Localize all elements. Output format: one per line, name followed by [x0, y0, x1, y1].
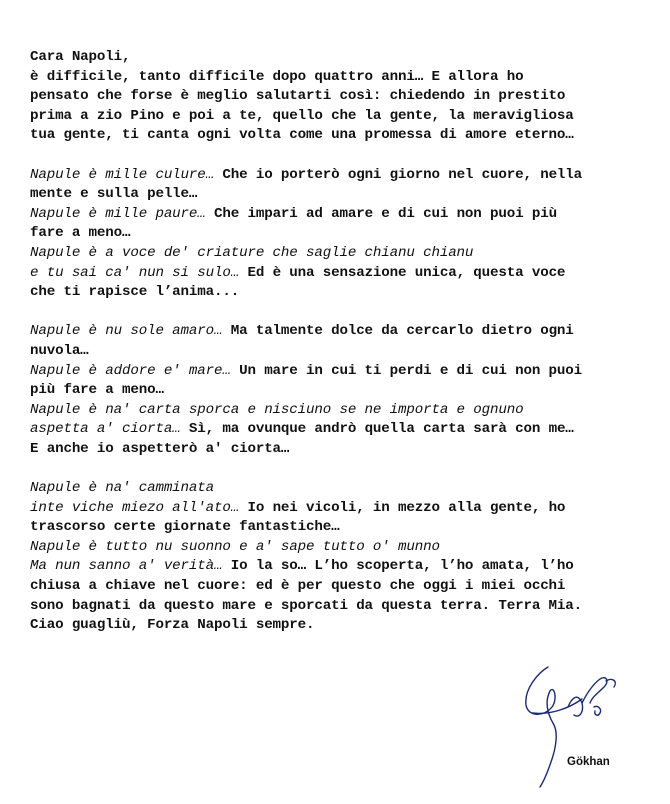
song-lyric: aspetta a' ciorta…: [30, 421, 181, 438]
paragraph-gap: [30, 303, 650, 323]
text-line: [30, 538, 650, 558]
greeting: Cara Napoli,: [30, 49, 131, 65]
song-lyric: inte viche miezo all'ato…: [30, 499, 240, 516]
text-line: [30, 597, 650, 617]
text-line: [30, 185, 650, 205]
letter-text: Io la so… L’ho scoperta, l’ho amata, l’ho: [222, 558, 574, 575]
letter-text: Ciao guagliù, Forza Napoli sempre.: [30, 617, 315, 634]
text-line: [30, 616, 650, 636]
text-line: [30, 264, 650, 284]
letter-text: Che impari ad amare e di cui non puoi più: [205, 205, 557, 222]
letter-text: Ma talmente dolce da cercarlo dietro ogni: [222, 323, 574, 340]
letter-text: Che io porterò ogni giorno nel cuore, nella: [214, 166, 583, 183]
text-line: pensato che forse è meglio salutarti così: chiedendo in prestito: [30, 88, 566, 105]
signer-name: Gökhan: [567, 756, 610, 768]
song-lyric: Napule è a voce de' criature che saglie chianu chianu: [30, 244, 474, 261]
song-lyric: Napule è na' camminata: [30, 480, 215, 497]
text-line: [30, 244, 650, 264]
letter-text: sono bagnati da questo mare e sporcati da questa terra. Terra Mia.: [30, 597, 583, 614]
paragraph-mille-culure: [30, 166, 650, 303]
paragraph-gap: [30, 459, 650, 479]
letter-text: Sì, ma ovunque andrò quella carta sarà con me…: [180, 421, 574, 438]
song-lyric: Napule è na' carta sporca e nisciuno se ne importa e ognuno: [30, 401, 524, 418]
text-line: [30, 401, 650, 421]
text-line: tua gente, ti canta ogni volta come una promessa di amore eterno…: [30, 127, 574, 144]
text-line: prima a zio Pino e poi a te, quello che la gente, la meravigliosa: [30, 107, 574, 124]
letter-text: Un mare in cui ti perdi e di cui non puoi: [230, 362, 583, 379]
letter-text: mente e sulla pelle…: [30, 186, 198, 203]
song-lyric: e tu sai ca' nun si sulo…: [30, 264, 240, 281]
letter-text: chiusa a chiave nel cuore: ed è per questo che oggi i miei occhi: [30, 578, 566, 595]
letter-text: fare a meno…: [30, 225, 131, 242]
song-lyric: Napule è nu sole amaro…: [30, 323, 223, 340]
text-line: [30, 205, 650, 225]
letter-text: trascorso certe giornate fantastiche…: [30, 519, 340, 536]
letter-text: Io nei vicoli, in mezzo alla gente, ho: [239, 499, 566, 516]
text-line: [30, 342, 650, 362]
text-line: [30, 479, 650, 499]
paragraph-sole-amaro: [30, 322, 650, 459]
text-line: [30, 283, 650, 303]
text-line: [30, 577, 650, 597]
letter-text: Ed è una sensazione unica, questa voce: [239, 264, 566, 281]
song-lyric: Napule è mille paure…: [30, 205, 206, 222]
letter-text: più fare a meno…: [30, 382, 164, 399]
text-line: [30, 322, 650, 342]
text-line: [30, 499, 650, 519]
handwritten-signature: [510, 655, 630, 790]
text-line: [30, 224, 650, 244]
song-lyric: Napule è addore e' mare…: [30, 362, 231, 379]
text-line: è difficile, tanto difficile dopo quattro anni… E allora ho: [30, 68, 524, 85]
text-line: [30, 518, 650, 538]
song-lyric: Napule è tutto nu suonno e a' sape tutto o' munno: [30, 538, 440, 555]
text-line: [30, 381, 650, 401]
text-line: [30, 420, 650, 440]
paragraph-camminata: [30, 479, 650, 636]
song-lyric: Ma nun sanno a' verità…: [30, 558, 223, 575]
text-line: [30, 166, 650, 186]
text-line: [30, 362, 650, 382]
paragraph-intro: [30, 68, 650, 146]
letter-text: E anche io aspetterò a' ciorta…: [30, 440, 290, 457]
letter-text: che ti rapisce l’anima...: [30, 284, 240, 301]
text-line: [30, 557, 650, 577]
song-lyric: Napule è mille culure…: [30, 166, 215, 183]
paragraph-gap: [30, 146, 650, 166]
letter-text: nuvola…: [30, 342, 89, 359]
text-line: [30, 440, 650, 460]
letter-body: [30, 48, 650, 636]
